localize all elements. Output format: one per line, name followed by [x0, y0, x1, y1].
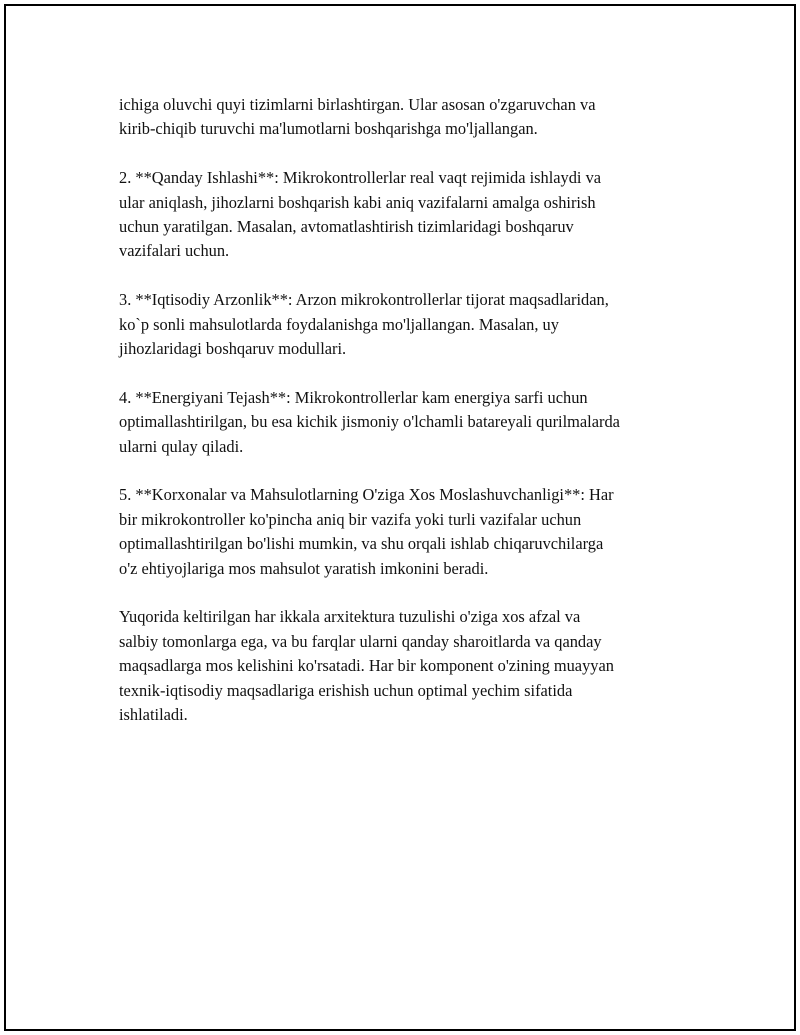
- document-body: [119, 93, 699, 752]
- paragraph-item-4: 4. **Energiyani Tejash**: Mikrokontrollerlar kam energiya sarfi uchun optimallashtirilgan, bu esa kichik jismoniy o'lchamli batareyali qurilmalarda ularni qulay qiladi.: [119, 387, 620, 456]
- paragraph-item-5: 5. **Korxonalar va Mahsulotlarning O'ziga Xos Moslashuvchanligi**: Har bir mikrokontroller ko'pincha aniq bir vazifa yoki turli vazifalar uchun optimallashtirilgan bo'lishi mumkin, va shu orqali ishlab chiqaruvchilarga o'z ehtiyojlariga mos mahsulot yaratish imkonini beradi.: [119, 485, 614, 578]
- paragraph-item-2: 2. **Qanday Ishlashi**: Mikrokontrollerlar real vaqt rejimida ishlaydi va ular aniqlash, jihozlarni boshqarish kabi aniq vazifalarni amalga oshirish uchun yaratilgan. Masalan, avtomatlashtirish tizimlaridagi boshqaruv vazifalari uchun.: [119, 168, 602, 261]
- paragraph-item-3: 3. **Iqtisodiy Arzonlik**: Arzon mikrokontrollerlar tijorat maqsadlaridan, ko`p sonli mahsulotlarda foydalanishga mo'ljallangan. Masalan, uy jihozlaridagi boshqaruv modullari.: [119, 290, 609, 359]
- paragraph-intro-continuation: ichiga oluvchi quyi tizimlarni birlashtirgan. Ular asosan o'zgaruvchan va kirib-chiqib turuvchi ma'lumotlarni boshqarishga mo'ljallangan.: [119, 95, 596, 139]
- paragraph-conclusion: Yuqorida keltirilgan har ikkala arxitektura tuzulishi o'ziga xos afzal va salbiy tomonlarga ega, va bu farqlar ularni qanday sharoitlarda va qanday maqsadlarga mos kelishini ko'rsatadi. Har bir komponent o'zining muayyan texnik-iqtisodiy maqsadlariga erishish uchun optimal yechim sifatida ishlatiladi.: [119, 607, 614, 725]
- document-page: [4, 4, 796, 1031]
